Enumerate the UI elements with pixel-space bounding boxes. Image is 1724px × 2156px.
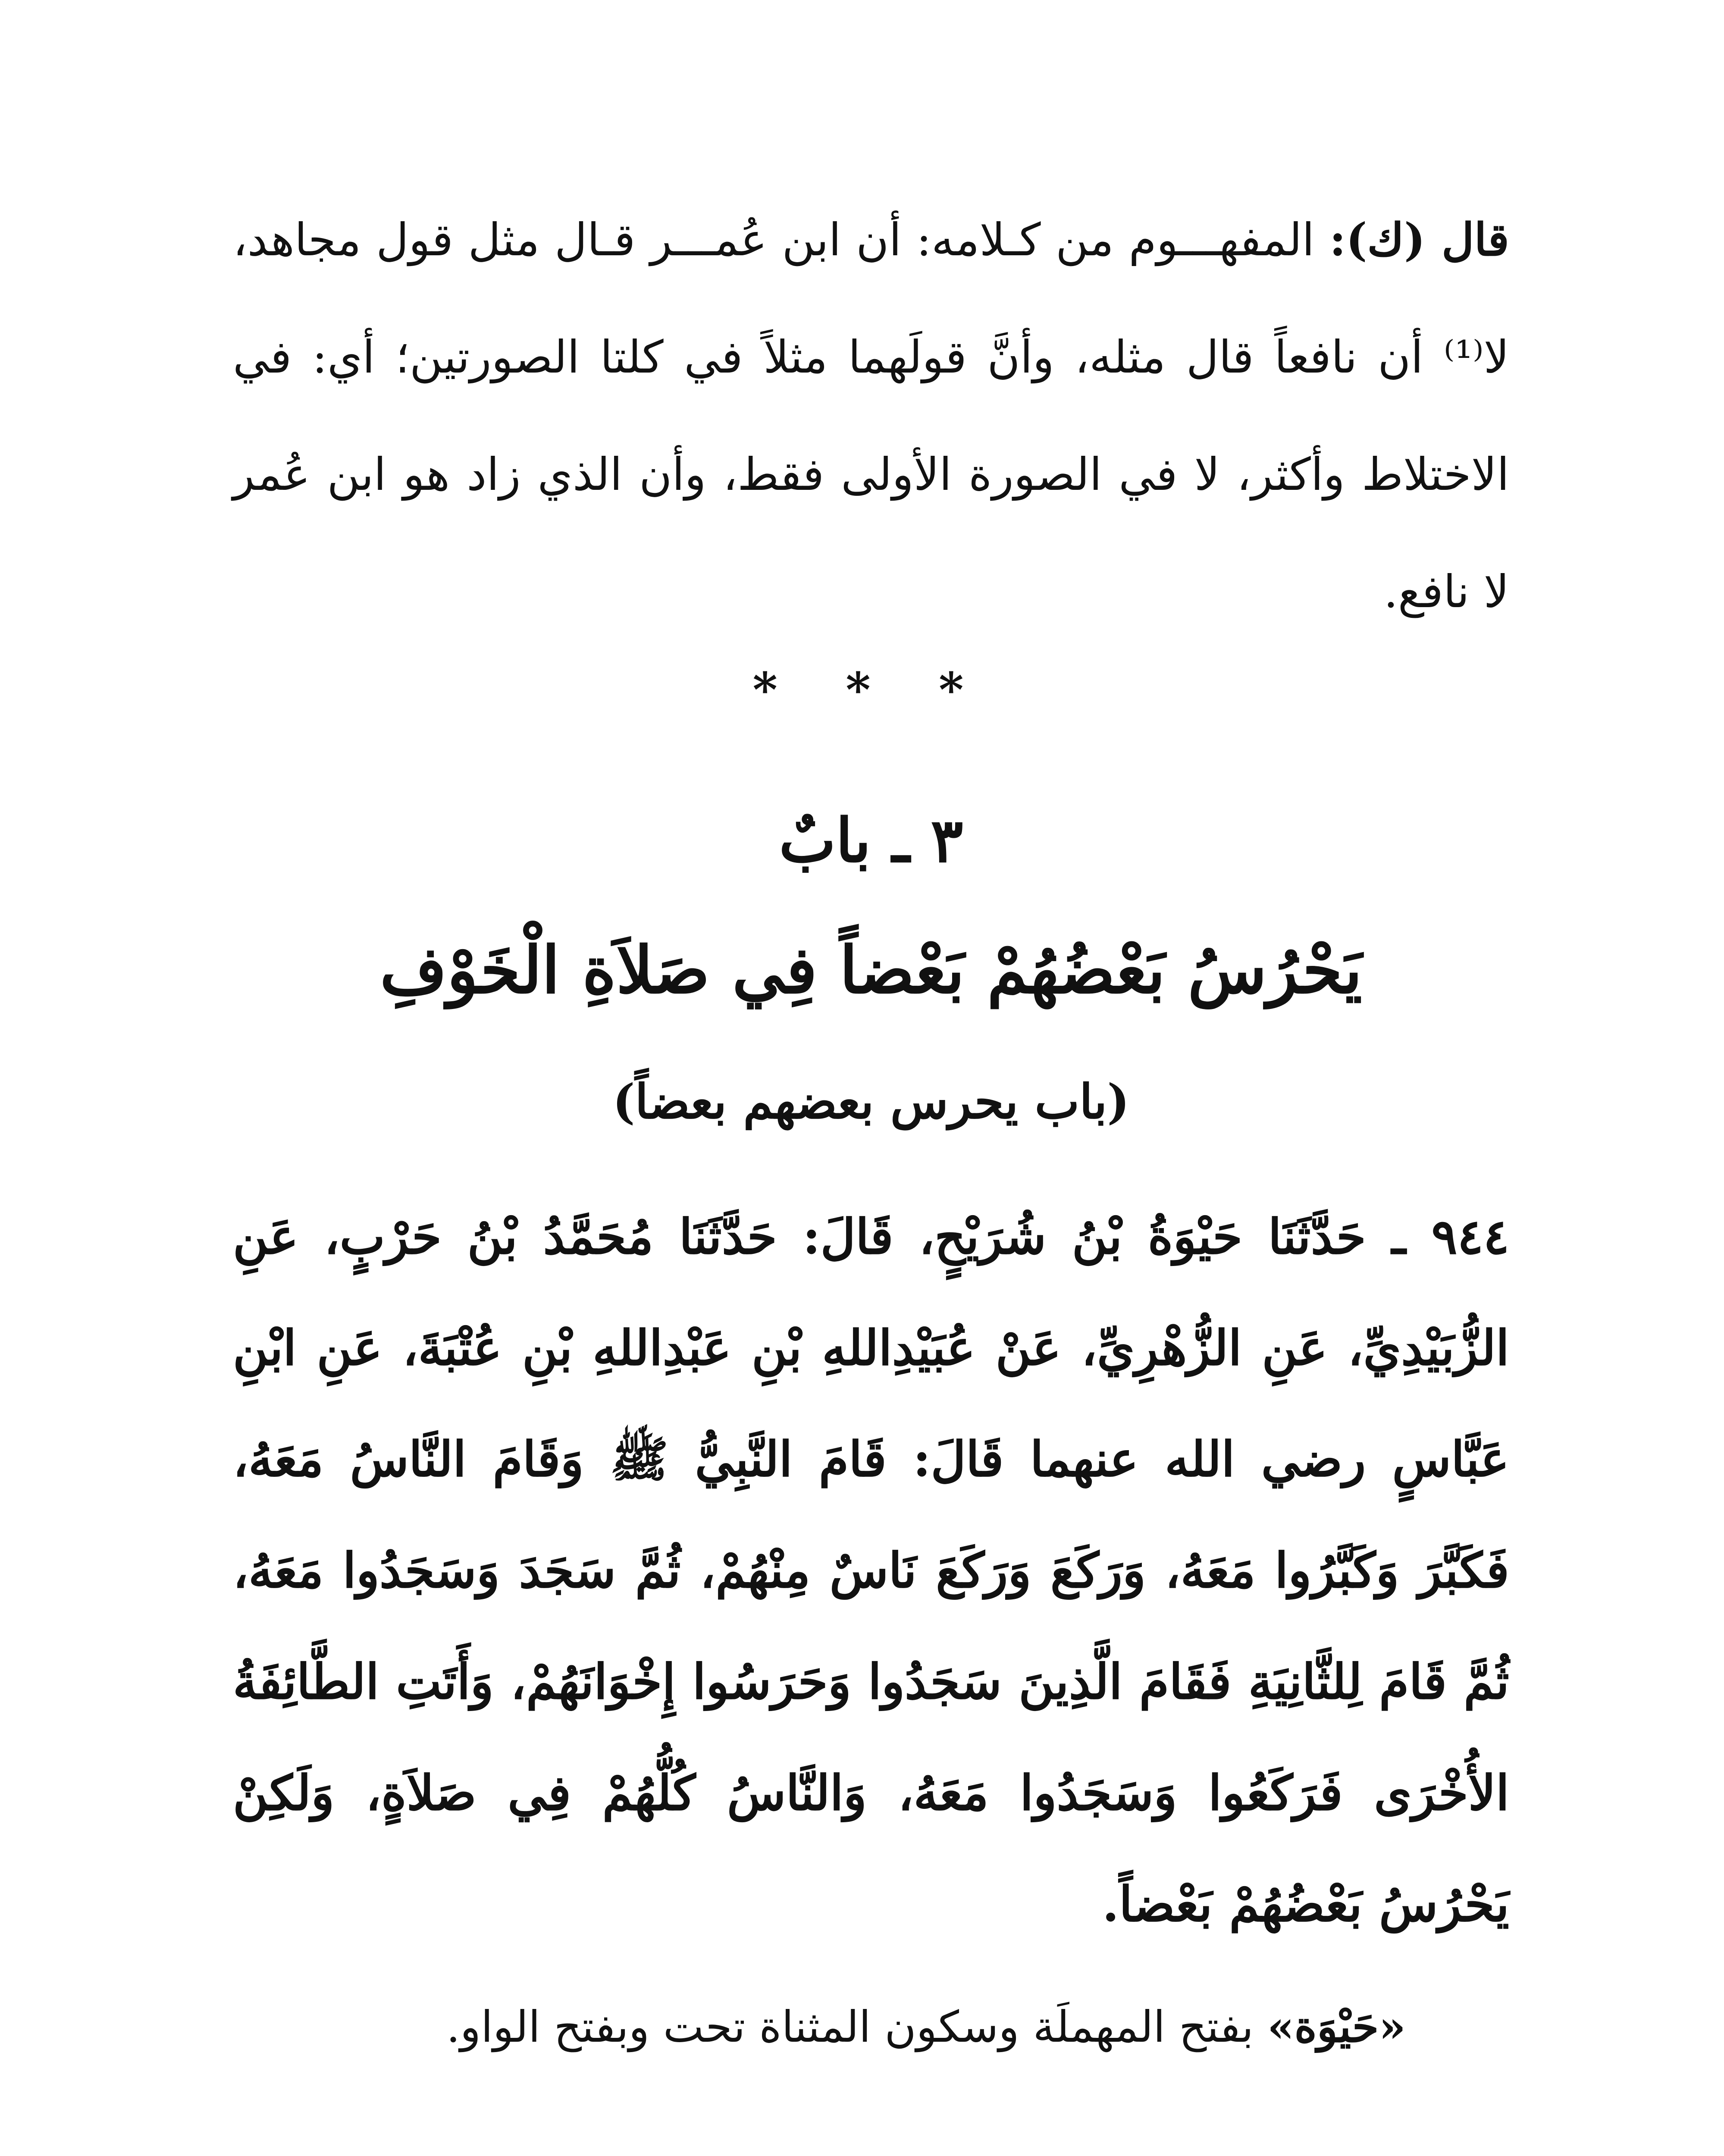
chapter-title: يَحْرُسُ بَعْضُهُمْ بَعْضاً فِي صَلاَةِ الْخَوْفِ xyxy=(380,932,1362,1008)
commentary-note xyxy=(233,1992,1406,2062)
note-term: «حَيْوَة» xyxy=(1267,2001,1406,2052)
intro-text: المفهـــوم من كـلامه: أن ابن عُمـــر قـال مثل قول مجاهد، لا⁽¹⁾ أن نافعاً قال مثله، وأنَّ قولَهما مثلاً في كلتا الصورتين؛ أي: في الاختلاط وأكثر، لا في الصورة الأولى فقط، وأن الذي زاد هو ابن عُمر لا نافع. xyxy=(233,213,1509,618)
commentator-label: قال (ك): xyxy=(1329,213,1510,266)
chapter-subtitle: (باب يحرس بعضهم بعضاً) xyxy=(612,1074,1130,1129)
intro-paragraph xyxy=(233,181,1509,650)
hadith-text: ٩٤٤ ـ حَدَّثَنَا حَيْوَةُ بْنُ شُرَيْحٍ، قَالَ: حَدَّثَنَا مُحَمَّدُ بْنُ حَرْبٍ، عَنِ الزُّبَيْدِيِّ، عَنِ الزُّهْرِيِّ، عَنْ عُبَيْدِاللهِ بْنِ عَبْدِاللهِ بْنِ عُتْبَةَ، عَنِ ابْنِ عَبَّاسٍ رضي الله عنهما قَالَ: قَامَ النَّبِيُّ ﷺ وَقَامَ النَّاسُ مَعَهُ، فَكَبَّرَ وَكَبَّرُوا مَعَهُ، وَرَكَعَ وَرَكَعَ نَاسٌ مِنْهُمْ، ثُمَّ سَجَدَ وَسَجَدُوا مَعَهُ، ثُمَّ قَامَ لِلثَّانِيَةِ فَقَامَ الَّذِينَ سَجَدُوا وَحَرَسُوا إِخْوَانَهُمْ، وَأَتَتِ الطَّائِفَةُ الأُخْرَى فَرَكَعُوا وَسَجَدُوا مَعَهُ، وَالنَّاسُ كُلُّهُمْ فِي صَلاَةٍ، وَلَكِنْ يَحْرُسُ بَعْضُهُمْ بَعْضاً. xyxy=(233,1209,1509,1933)
section-separator: * * * xyxy=(752,662,990,718)
note-text: بفتح المهملَة وسكون المثناة تحت وبفتح الواو. xyxy=(446,2002,1254,2052)
chapter-number: ٣ ـ بابٌ xyxy=(779,805,963,876)
